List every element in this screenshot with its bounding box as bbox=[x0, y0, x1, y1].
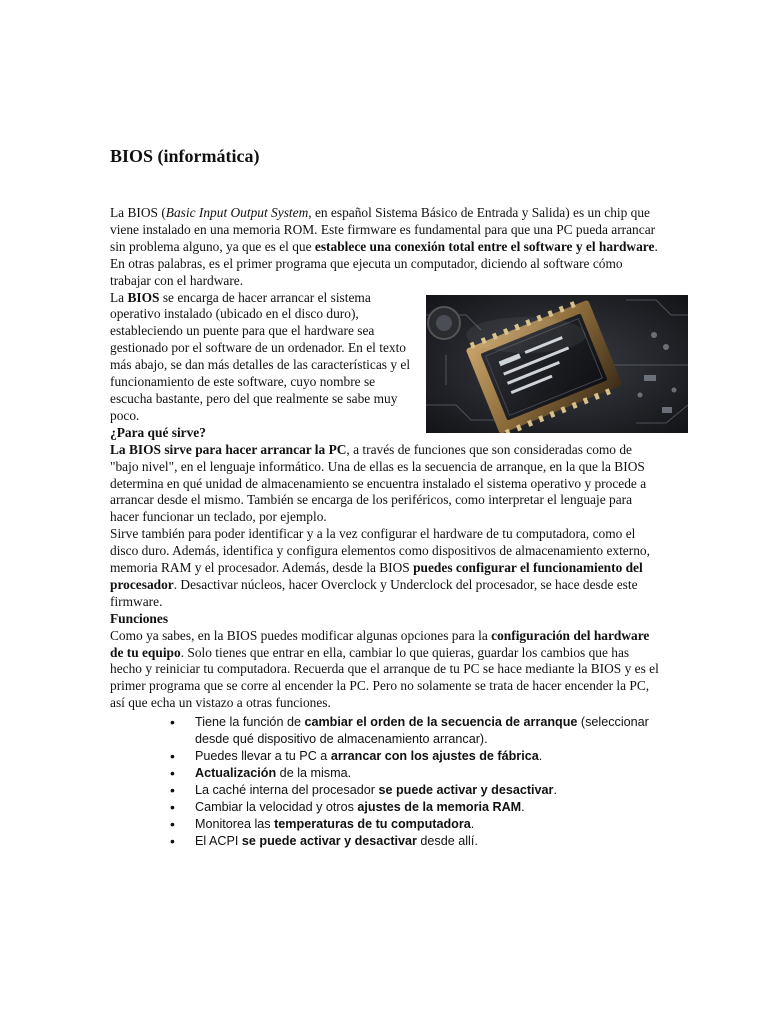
list-item: • Tiene la función de cambiar el orden de la secuencia de arranque (seleccionar desde qué dispositivo de almacenamiento arrancar). bbox=[110, 714, 662, 748]
list-item: • Puedes llevar a tu PC a arrancar con los ajustes de fábrica. bbox=[110, 748, 662, 765]
paragraph-bios-role: La BIOS se encarga de hacer arrancar el sistema operativo instalado (ubicado en el disco duro), estableciendo un puente para que el hardware sea gestionado por el software de un ordenador. En el texto más abajo, se dan más detalles de las características y el funcionamiento de este software, cuyo nombre se escucha bastante, pero del que realmente se sabe muy poco. bbox=[110, 289, 411, 423]
paragraph-funciones: Como ya sabes, en la BIOS puedes modificar algunas opciones para la configuración del hardware de tu equipo. Solo tienes que entrar en ella, cambiar lo que quieras, guardar los cambios que has hecho y reiniciar tu computadora. Recuerda que el arranque de tu PC se hace mediante la BIOS y es el primer programa que se corre al encender la PC. Pero no solamente se trata de hacer encender la PC, así que echa un vistazo a otras funciones. bbox=[110, 627, 659, 711]
paragraph-configuracion: Sirve también para poder identificar y a la vez configurar el hardware de tu computadora, como el disco duro. Además, identifica y configura elementos como dispositivos de almacenamiento externo, memoria RAM y el procesador. Además, desde la BIOS puedes configurar el funcionamiento del procesador. Desactivar núcleos, hacer Overclock y Underclock del procesador, se hace desde este firmware. bbox=[110, 526, 650, 609]
heading-funciones: Funciones bbox=[110, 610, 169, 626]
heading-para-que-sirve: ¿Para qué sirve? bbox=[110, 424, 206, 440]
list-item: • El ACPI se puede activar y desactivar desde allí. bbox=[110, 833, 662, 850]
list-item: • Actualización de la misma. bbox=[110, 765, 662, 782]
bios-chip-photo bbox=[426, 295, 688, 433]
features-list bbox=[110, 714, 662, 850]
list-item: • Cambiar la velocidad y otros ajustes de la memoria RAM. bbox=[110, 799, 662, 816]
list-item: • La caché interna del procesador se puede activar y desactivar. bbox=[110, 782, 662, 799]
intro-paragraph: La BIOS (Basic Input Output System, en español Sistema Básico de Entrada y Salida) es un chip que viene instalado en una memoria ROM. Este firmware es fundamental para que una PC pueda arrancar sin problema alguno, ya que es el que establece una conexión total entre el software y el hardware. En otras palabras, es el primer programa que ejecuta un computador, diciendo al software cómo trabajar con el hardware. bbox=[110, 205, 658, 288]
paragraph-para-que-sirve: La BIOS sirve para hacer arrancar la PC, a través de funciones que son consideradas como de "bajo nivel", en el lenguaje informático. Una de ellas es la secuencia de arranque, en la que la BIOS determina en qué unidad de almacenamiento se encuentra instalado el sistema operativo y procede a arrancar desde el mismo. También se encarga de los periféricos, como interpretar el lenguaje para hacer funcionar un teclado, por ejemplo. bbox=[110, 441, 647, 525]
page-title: BIOS (informática) bbox=[110, 146, 260, 166]
document-body bbox=[110, 205, 662, 850]
list-item: • Monitorea las temperaturas de tu computadora. bbox=[110, 816, 662, 833]
bios-chip-image bbox=[426, 295, 688, 433]
